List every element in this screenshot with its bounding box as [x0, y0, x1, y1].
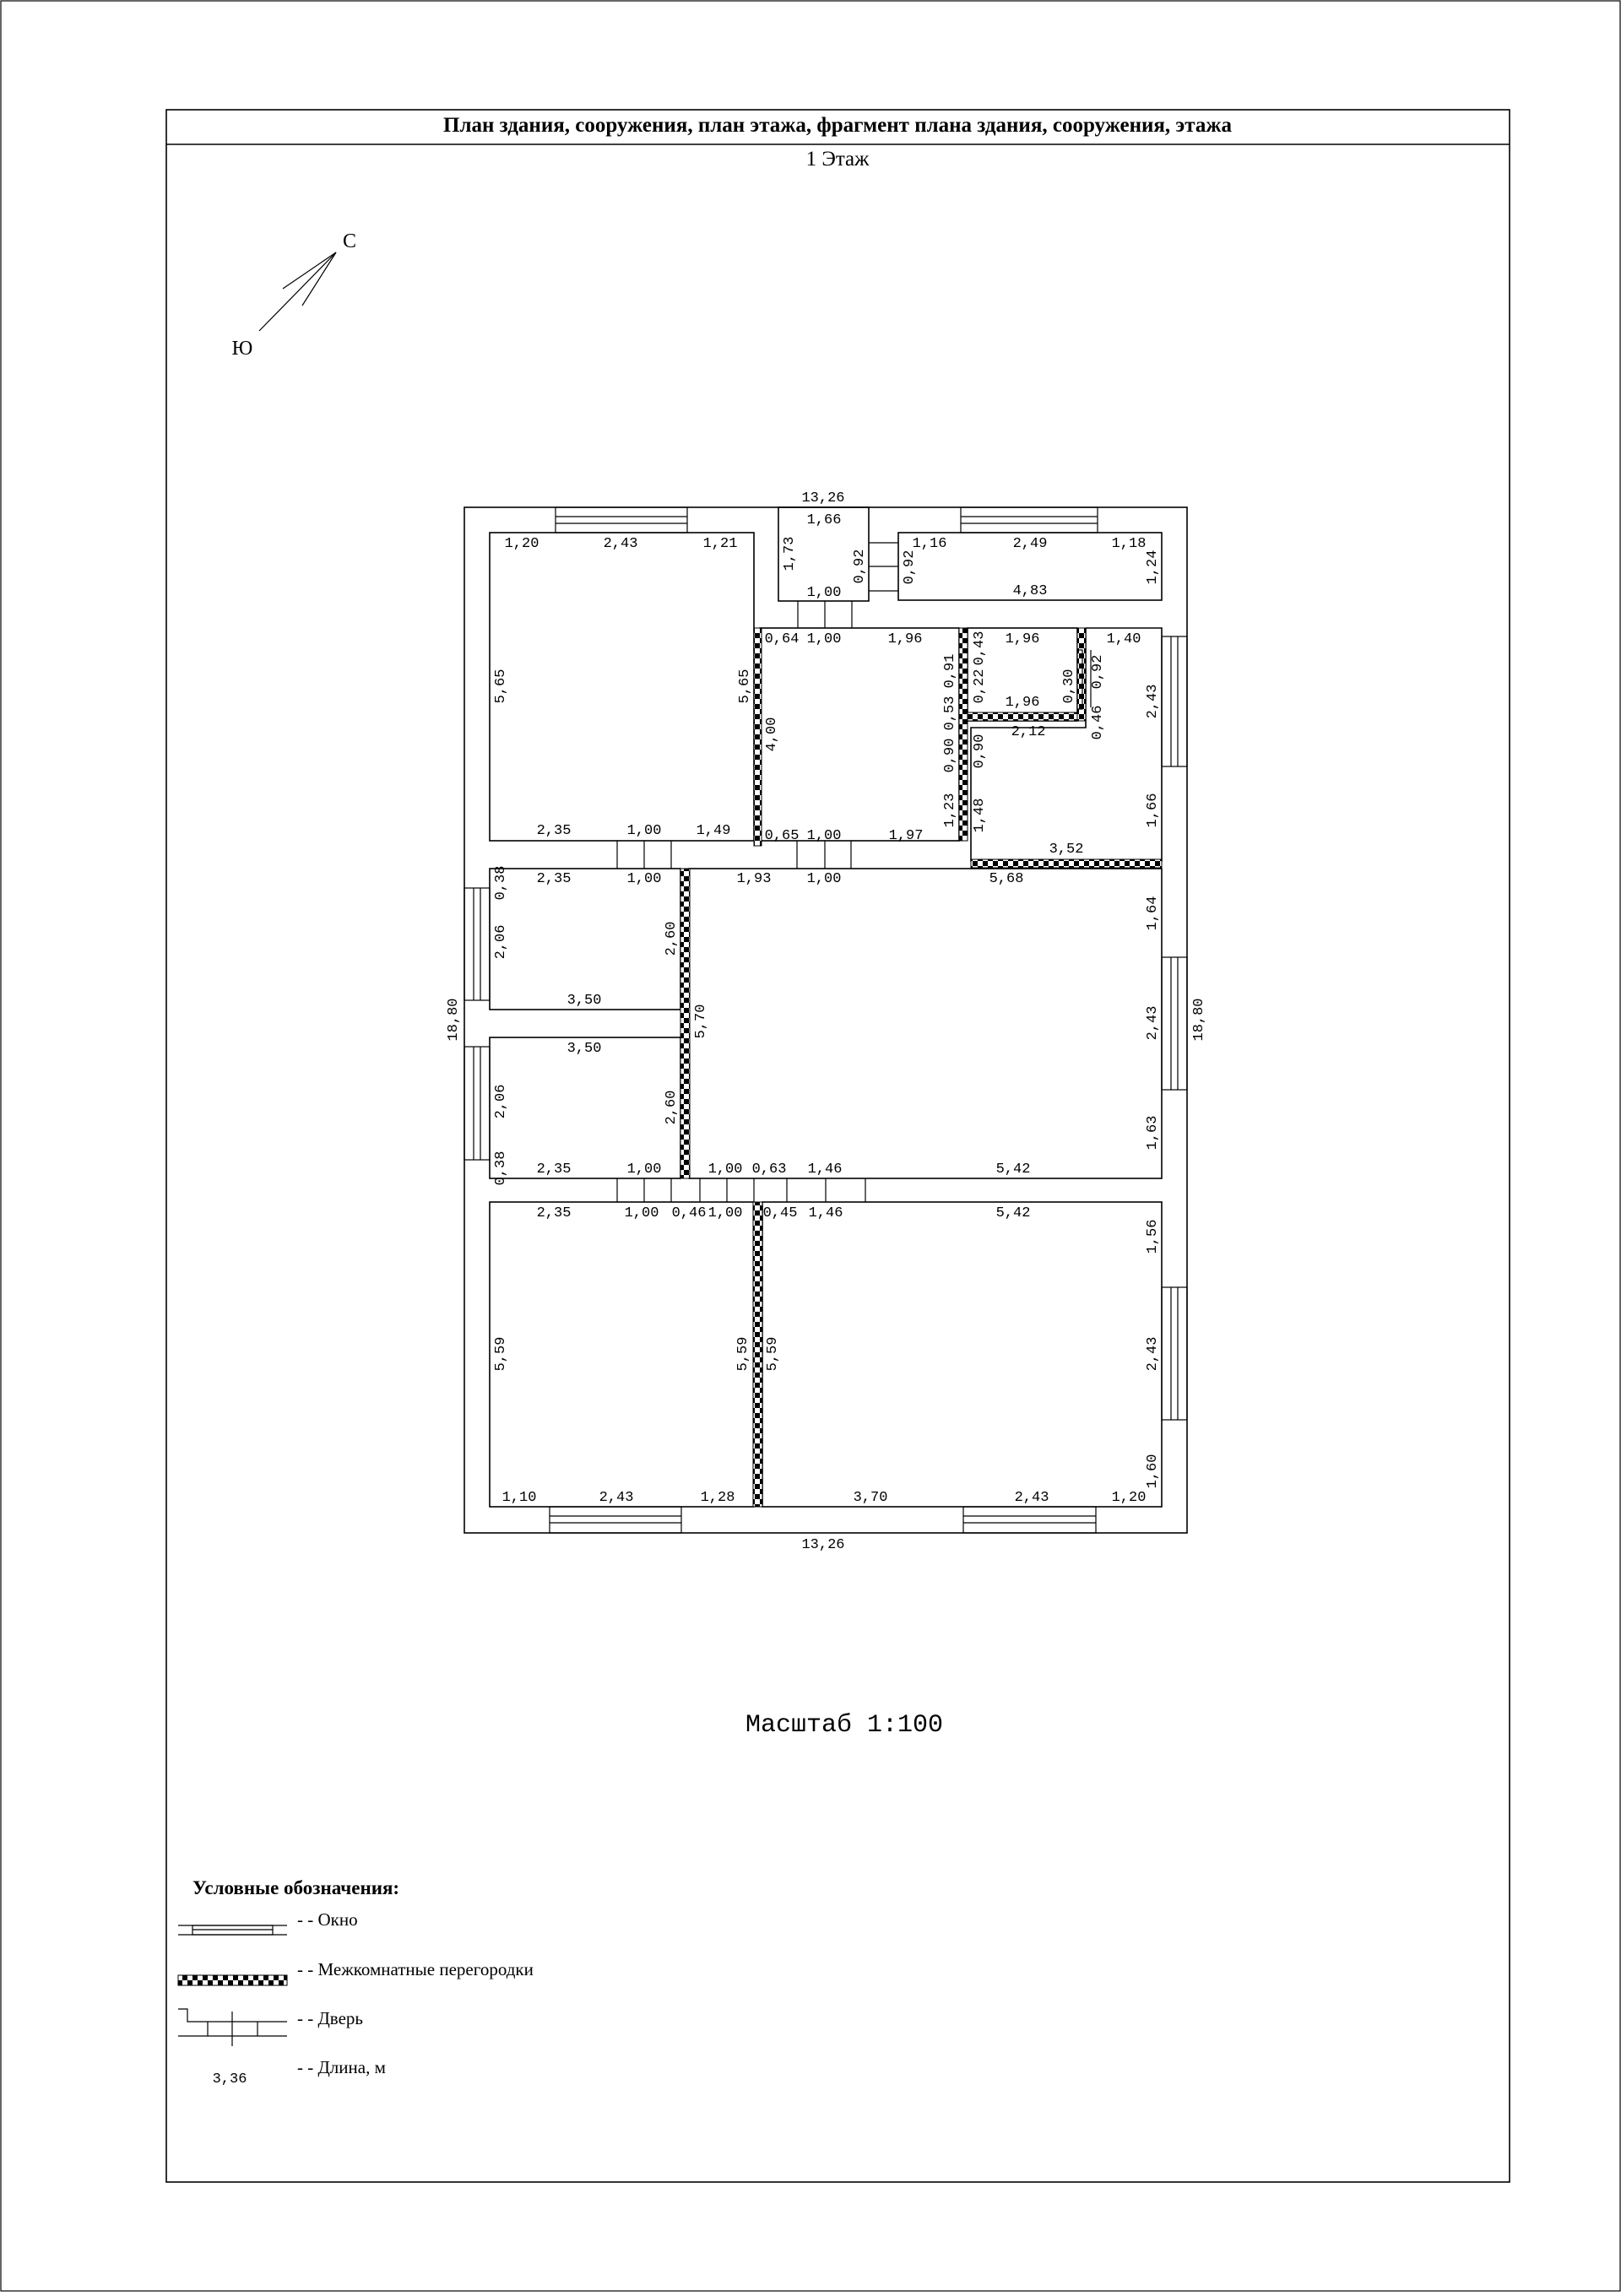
dim-hall-bottom-1: 1,00 — [707, 1162, 743, 1178]
dim-porch-bottom: 1,00 — [806, 585, 842, 601]
dim-porch-top: 1,66 — [806, 512, 842, 528]
dim-hall-bottom-2: 0,63 — [751, 1162, 787, 1178]
dim-se-left: 5,59 — [765, 1336, 781, 1372]
dim-hall-top-3: 5,68 — [989, 871, 1024, 887]
legend-length-sample: 3,36 — [212, 2071, 247, 2088]
dim-overall-left: 18,80 — [446, 998, 462, 1042]
dim-sw-top-3: 0,46 — [671, 1205, 707, 1221]
dim-ne-left: 0,92 — [902, 550, 918, 585]
dim-w1-left: 2,06 — [493, 924, 509, 960]
room-south-east — [762, 1202, 1162, 1507]
scale-label: Масштаб 1:100 — [745, 1711, 944, 1740]
dim-w2-bottom-2: 1,00 — [626, 1162, 662, 1178]
partition-bath-corridor — [959, 628, 968, 841]
legend-length-label: - - Длина, м — [297, 2057, 386, 2077]
dim-se-bottom-3: 1,20 — [1111, 1490, 1147, 1506]
doorway-center — [797, 841, 851, 869]
legend-door-label: - - Дверь — [297, 2008, 364, 2028]
dim-cn-bottom-2: 1,00 — [806, 828, 842, 844]
window-south-1 — [550, 1507, 681, 1533]
dim-e-left-b: 0,46 — [1090, 705, 1106, 740]
dim-hall-top-2: 1,00 — [806, 871, 842, 887]
dim-sw-top-2: 1,00 — [624, 1205, 659, 1221]
dim-sw-top-4: 1,00 — [707, 1205, 743, 1221]
dim-corr-5: 1,48 — [972, 798, 988, 833]
dim-e-top: 1,40 — [1106, 631, 1141, 647]
window-west-1 — [464, 888, 490, 1000]
dim-se-bottom-1: 3,70 — [853, 1490, 888, 1506]
building-plan — [464, 507, 1187, 1533]
dim-overall-bottom: 13,26 — [801, 1537, 845, 1553]
dim-hall-top-1: 1,93 — [736, 871, 772, 887]
legend-window-symbol — [178, 1925, 287, 1935]
doorway-south-row — [617, 1178, 865, 1202]
dim-hall-bottom-4: 5,42 — [995, 1162, 1031, 1178]
doorway-porch-east — [869, 543, 898, 591]
dim-porch-left: 1,73 — [782, 536, 798, 571]
dim-se-right-3: 1,60 — [1145, 1454, 1161, 1489]
compass-south-label: Ю — [231, 338, 253, 360]
dim-e-bottom: 3,52 — [1049, 842, 1084, 858]
partition-center-north — [754, 628, 762, 846]
dim-w1-top-1: 2,35 — [536, 871, 572, 887]
dim-hall-bottom-3: 1,46 — [807, 1162, 843, 1178]
legend-door-symbol — [178, 2009, 287, 2046]
room-east — [971, 628, 1162, 861]
legend-partition-symbol — [178, 1975, 287, 1985]
window-west-2 — [464, 1047, 490, 1160]
hall — [689, 869, 1162, 1178]
room-nw — [490, 533, 754, 841]
dim-bath-top: 1,96 — [1005, 631, 1040, 647]
dim-overall-right: 18,80 — [1191, 998, 1207, 1042]
dim-nw-bottom-1: 2,35 — [536, 823, 572, 839]
dim-w2-bottom-1: 2,35 — [536, 1162, 572, 1178]
dim-hall-right-2: 2,43 — [1145, 1005, 1161, 1041]
dim-ne-bottom: 4,83 — [1012, 583, 1048, 599]
compass-north-label: С — [342, 230, 357, 252]
dim-hall-right-1: 1,64 — [1145, 896, 1161, 931]
dim-bath-c: 0,30 — [1061, 669, 1077, 704]
dim-hall-left: 5,70 — [693, 1004, 709, 1039]
dim-cn-right: 1,23 — [942, 793, 958, 828]
dim-nw-bottom-3: 1,49 — [696, 823, 731, 839]
dim-sw-top-1: 2,35 — [536, 1205, 572, 1221]
dim-cn-top-1: 0,64 — [764, 631, 800, 647]
dim-bath-a: 0,43 — [972, 631, 988, 666]
room-west-1 — [490, 869, 680, 1010]
room-center-north — [760, 628, 959, 841]
dim-corr-3: 0,91 — [942, 653, 958, 689]
dim-nw-top-1: 1,20 — [504, 536, 539, 552]
legend-heading: Условные обозначения: — [192, 1877, 400, 1898]
dim-se-right-1: 1,56 — [1145, 1219, 1161, 1254]
drawing-frame — [166, 110, 1510, 2182]
legend-partition-label: - - Межкомнатные перегородки — [297, 1959, 534, 1979]
dim-se-top-1: 0,45 — [762, 1205, 798, 1221]
dim-se-top-2: 1,46 — [808, 1205, 843, 1221]
dim-corr-2: 0,53 — [942, 696, 958, 731]
dim-w1-right: 2,60 — [664, 921, 680, 956]
dim-cn-top-2: 1,00 — [806, 631, 842, 647]
legend — [178, 1877, 534, 2088]
legend-window-label: - - Окно — [297, 1909, 358, 1930]
dim-sw-bottom-3: 1,28 — [700, 1490, 735, 1506]
dim-overall-top: 13,26 — [801, 490, 845, 506]
compass-icon — [232, 230, 356, 360]
dim-w2-left-b: 0,38 — [493, 1151, 509, 1186]
partition-south — [753, 1202, 762, 1507]
floor-label: 1 Этаж — [805, 148, 870, 171]
window-north-1 — [556, 507, 687, 533]
dim-w2-right: 2,60 — [664, 1090, 680, 1125]
window-east-2 — [1162, 957, 1187, 1090]
window-east-1 — [1162, 636, 1187, 766]
dim-nw-right: 5,65 — [737, 669, 753, 704]
dim-porch-right: 0,92 — [852, 549, 868, 584]
dim-se-bottom-2: 2,43 — [1014, 1490, 1049, 1506]
dim-cn-top-3: 1,96 — [887, 631, 923, 647]
doorway-nw — [617, 841, 671, 869]
dim-cn-bottom-3: 1,97 — [888, 828, 924, 844]
dim-se-top-3: 5,42 — [995, 1205, 1031, 1221]
dim-se-right-2: 2,43 — [1145, 1336, 1161, 1372]
dim-ne-top-2: 2,49 — [1012, 536, 1048, 552]
doorway-porch — [798, 601, 852, 628]
dim-corr-4: 0,90 — [972, 734, 988, 769]
dim-e-right-b: 1,66 — [1145, 793, 1161, 828]
dim-hall-right-3: 1,63 — [1145, 1115, 1161, 1151]
dim-e-left-a: 0,92 — [1090, 654, 1106, 690]
dim-sw-right: 5,59 — [735, 1336, 751, 1372]
dim-ne-right: 1,24 — [1145, 550, 1161, 585]
dim-sw-bottom-1: 1,10 — [501, 1490, 537, 1506]
dim-bath-bottom: 1,96 — [1005, 695, 1040, 711]
dim-w2-top: 3,50 — [567, 1041, 602, 1057]
dim-bath-b: 0,22 — [972, 669, 988, 704]
partition-bath-bottom — [968, 712, 1086, 721]
dim-sw-bottom-2: 2,43 — [599, 1490, 634, 1506]
window-east-3 — [1162, 1287, 1187, 1420]
dim-nw-top-2: 2,43 — [603, 536, 638, 552]
dim-nw-top-3: 1,21 — [702, 536, 738, 552]
dim-corr-1: 0,90 — [942, 738, 958, 773]
dim-w1-bottom: 3,50 — [567, 993, 602, 1009]
dim-w1-top-2: 1,00 — [626, 871, 662, 887]
partition-hall-west — [680, 869, 690, 1178]
partition-bath-east — [1077, 628, 1086, 721]
room-south-west — [490, 1202, 754, 1507]
dim-sw-left: 5,59 — [493, 1336, 509, 1372]
dim-w2-left: 2,06 — [493, 1084, 509, 1119]
window-south-2 — [963, 1507, 1096, 1533]
dim-e-right-a: 2,43 — [1145, 684, 1161, 719]
page-title: План здания, сооружения, план этажа, фрагмент плана здания, сооружения, этажа — [443, 114, 1232, 137]
dim-cn-left: 4,00 — [764, 717, 780, 752]
window-north-2 — [961, 507, 1098, 533]
dim-ne-top-1: 1,16 — [912, 536, 947, 552]
dimensions — [446, 490, 1207, 1553]
room-west-2 — [490, 1037, 680, 1178]
dim-e-bottom-a: 2,12 — [1011, 724, 1046, 740]
dim-nw-left: 5,65 — [493, 669, 509, 704]
partition-east-bottom — [971, 859, 1162, 868]
dim-ne-top-3: 1,18 — [1111, 536, 1147, 552]
dim-nw-bottom-2: 1,00 — [626, 823, 662, 839]
dim-cn-bottom-1: 0,65 — [764, 828, 800, 844]
dim-w1-left-b: 0,38 — [493, 865, 509, 901]
